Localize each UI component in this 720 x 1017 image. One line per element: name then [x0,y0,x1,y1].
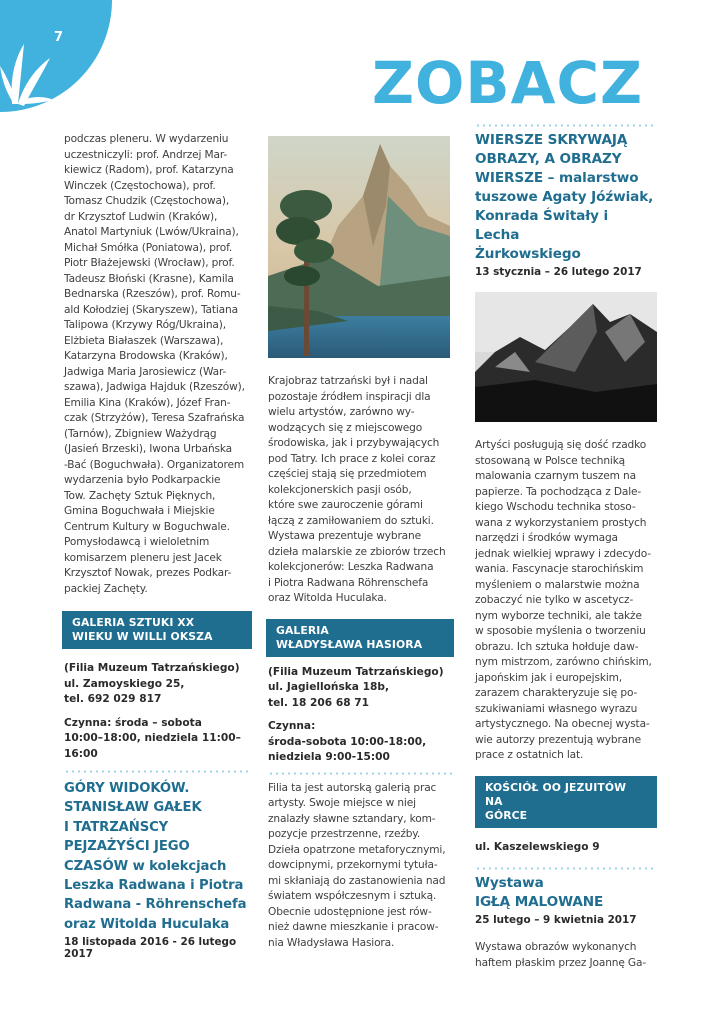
gallery-address-hasior: (Filia Muzeum Tatrzańskiego) ul. Jagiellońska 18b, tel. 18 206 68 71 [268,665,444,709]
exhibition-title-igla-malowane: Wystawa IGŁĄ MALOWANE [475,875,604,910]
column-middle [268,136,456,951]
corner-leaf-decoration [0,0,112,112]
exhibition-title-gory-widokow: GÓRY WIDOKÓW. STANISŁAW GAŁEK I TATRZAŃSCY PEJZAŻYŚCI JEGO CZASÓW w kolekcjach Leszka Radwana i Piotra Radwana - Röhrenschefa oraz Witolda Huculaka [64,781,247,932]
gallery-hours-oksza: Czynna: środa – sobota 10:00–18:00, niedziela 11:00–16:00 [64,716,241,760]
dotted-divider [475,124,657,127]
igla-malowane-text: Wystawa obrazów wykonanych haftem płaskim przez Joannę Ga- [475,941,646,969]
gallery-banner-hasior: GALERIA WŁADYSŁAWA HASIORA [266,619,454,657]
intro-text: podczas pleneru. W wydarzeniu uczestniczyli: prof. Andrzej Mar- kiewicz (Radom), prof. Katarzyna Winczek (Częstochowa), prof. Tomasz Chudzik (Częstochowa), dr Krzysztof Ludwin (Kraków), Anatol Martyniuk (Lwów/Ukraina), Michał Smółka (Poniatowa), prof. Piotr Błażejewski (Wrocław), prof. Tadeusz Błoński (Krasne), Kamila Bednarska (Rzeszów), prof. Romu- ald Kołodziej (Skaryszew), Tatiana Talipowa (Krzywy Róg/Ukraina), Elżbieta Białaszek (Warszawa), Katarzyna Brodowska (Kraków), Jadwiga Maria Jarosiewicz (War- szawa), Jadwiga Hajduk (Rzeszów), Emilia Kina (Kraków), Józef Fran- czak (Strzyżów), Teresa Szafrańska (Tarnów), Zbigniew Ważydrąg (Jasień Brzeski), Iwona Urbańska -Bać (Boguchwała). Organizatorem wydarzenia było Podkarpackie Tow. Zachęty Sztuk Pięknych, Gmina Boguchwała i Miejskie Centrum Kultury w Boguchwale. Pomysłodawcą i wieloletnim komisarzem pleneru jest Jacek Krzysztof Nowak, prezes Podkar- packiej Zachęty. [64,133,245,595]
dotted-divider [475,867,657,870]
landscape-text: Krajobraz tatrzański był i nadal pozostaje źródłem inspiracji dla wielu artystów, zarówno wy- wodzących się z miejscowego środowiska, jak i przybywających pod Tatry. Ich prace z kolei coraz częściej stają się przedmiotem kolekcjonerskich pasji osób, które swe zauroczenie górami łączą z zamiłowaniem do sztuki. Wystawa prezentuje wybrane dzieła malarskie ze zbiorów trzech kolekcjonerów: Leszka Radwana i Piotra Radwana Röhrenschefa oraz Witolda Huculaka. [268,375,446,604]
gallery-address-oksza: (Filia Muzeum Tatrzańskiego) ul. Zamoyskiego 25, tel. 692 029 817 [64,662,240,705]
gallery-hours-hasior: Czynna: środa-sobota 10:00-18:00, niedziela 9:00-15:00 [268,720,427,763]
church-address: ul. Kaszelewskiego 9 [475,840,600,853]
exhibition-dates-wiersze: 13 stycznia – 26 lutego 2017 [475,266,642,278]
exhibition-dates-igla-malowane: 25 lutego – 9 kwietnia 2017 [475,914,637,926]
exhibition-title-wiersze: WIERSZE SKRYWAJĄ OBRAZY, A OBRAZY WIERSZE – malarstwo tuszowe Agaty Jóźwiak, Konrada Świtały i Lecha Żurkowskiego [475,132,654,262]
page-number: 7 [54,30,64,45]
hasior-description: Filia ta jest autorską galerią prac artysty. Swoje miejsce w niej znalazły sławne sztandary, kom- pozycje przestrzenne, rzeźby. Dzieła opatrzone metaforycznymi, dowcipnymi, przekornymi tytuła- mi skłaniają do zastanowienia nad światem współczesnym i sztuką. Obecnie udostępnione jest rów- nież dawne mieszkanie i pracow- nia Władysława Hasiora. [268,781,446,949]
dotted-divider [64,770,248,773]
section-title: ZOBACZ [372,49,644,117]
column-right [475,124,657,971]
ink-painting-text: Artyści posługują się dość rzadko stosowaną w Polsce techniką malowania czarnym tuszem na papierze. Ta pochodząca z Dale- kiego Wschodu technika stoso- wana z wykorzystaniem prostych narzędzi i środków wymaga jednak wielkiej wprawy i zdecydo- wania. Fascynacje starochińskim myśleniem o malarstwie można zobaczyć nie tylko w ascetycz- nym wyborze techniki, ale także w sposobie myślenia o tworzeniu obrazu. Ich sztuka hołduje daw- nym mistrzom, zarówno chińskim, japońskim jak i europejskim, zarazem charakteryzuje się po- szukiwaniami własnego wyrazu artystycznego. Na obecnej wysta- wie autorzy prezentują wybrane prace z ostatnich lat. [475,439,652,761]
exhibition-dates-gory-widokow: 18 listopada 2016 - 26 lutego 2017 [64,936,237,961]
church-banner: KOŚCIÓŁ OO JEZUITÓW NA GÓRCE [475,776,657,828]
dotted-divider [268,772,456,775]
tatra-landscape-painting [268,136,450,358]
ink-mountain-painting [475,292,657,422]
column-left [64,132,248,960]
gallery-banner-oksza: GALERIA SZTUKI XX WIEKU W WILLI OKSZA [62,611,252,649]
